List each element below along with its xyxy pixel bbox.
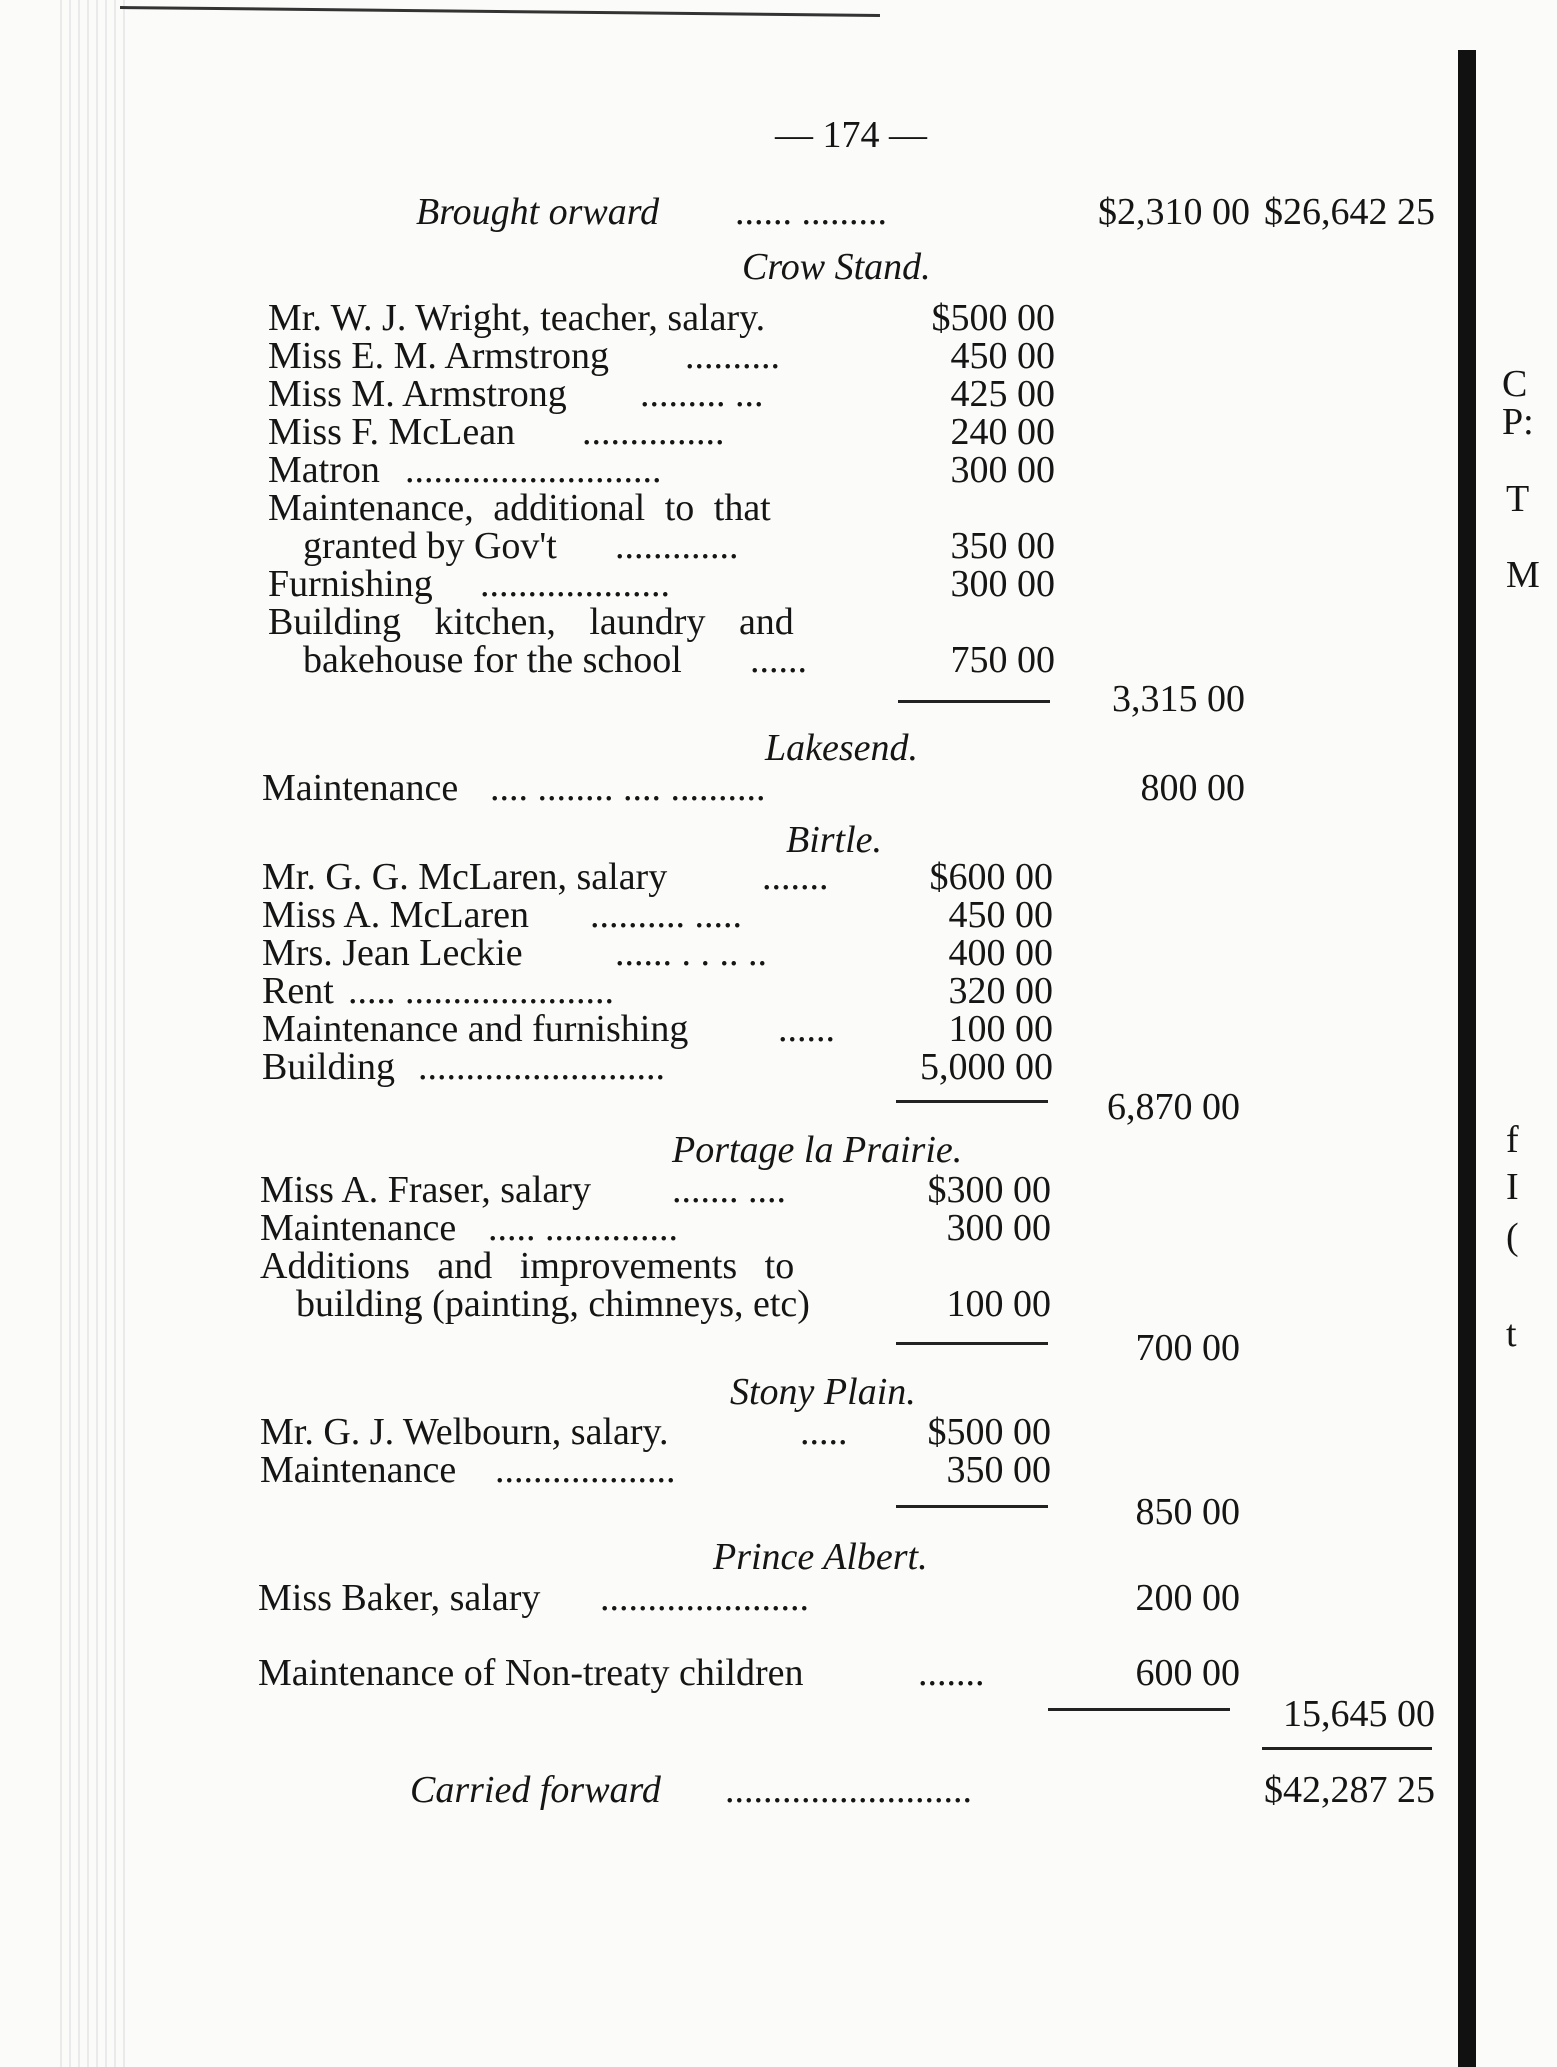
grand-subtotal: 15,645 00 <box>1283 1693 1435 1735</box>
leader-dots: ..... ...................... <box>348 970 614 1012</box>
line-item-amount: 350 00 <box>950 525 1055 567</box>
leader-dots: ....... <box>918 1652 985 1694</box>
leader-dots: .......... ..... <box>590 894 742 936</box>
section-heading-lakesend: Lakesend. <box>765 727 919 769</box>
line-item-label: Miss Baker, salary <box>258 1577 541 1619</box>
line-item-label: Maintenance, additional to that <box>268 487 771 529</box>
line-item-amount: 600 00 <box>1135 1652 1240 1694</box>
final-rule <box>1262 1747 1432 1750</box>
line-item-label: Mr. G. J. Welbourn, salary. <box>260 1411 669 1453</box>
line-item-label-cont: granted by Gov't <box>303 525 557 567</box>
margin-fragment-4: M <box>1506 554 1540 596</box>
section-total: 3,315 00 <box>1112 678 1245 720</box>
line-item-amount: $600 00 <box>929 856 1053 898</box>
leader-dots: ..... .............. <box>488 1207 678 1249</box>
line-item-label: Mr. W. J. Wright, teacher, salary. <box>268 297 766 339</box>
line-item-label-cont: building (painting, chimneys, etc) <box>296 1283 810 1325</box>
line-item-label: Maintenance <box>260 1207 457 1249</box>
grand-subtotal-rule <box>1048 1708 1230 1711</box>
section-total: 6,870 00 <box>1107 1086 1240 1128</box>
leader-dots: ................... <box>495 1449 676 1491</box>
margin-fragment-1: C <box>1502 363 1528 405</box>
line-item-label: Miss F. McLean <box>268 411 516 453</box>
line-item-amount: $500 00 <box>927 1411 1051 1453</box>
next-page-edge <box>1458 50 1476 2067</box>
line-item-amount: 350 00 <box>946 1449 1051 1491</box>
line-item-label: Mrs. Jean Leckie <box>262 932 523 974</box>
line-item-label: Furnishing <box>268 563 433 605</box>
brought-forward-col2: $2,310 00 <box>1098 191 1250 233</box>
line-item-amount: 300 00 <box>946 1207 1051 1249</box>
leader-dots: ....... <box>762 856 829 898</box>
line-item-amount: 450 00 <box>950 335 1055 377</box>
line-item-label: Building <box>262 1046 396 1088</box>
line-item-amount: 425 00 <box>950 373 1055 415</box>
leader-dots: .......................... <box>418 1046 665 1088</box>
line-item-amount: 800 00 <box>1140 767 1245 809</box>
gutter-shadow <box>60 0 130 2067</box>
leader-dots: .......... <box>685 335 780 377</box>
leader-dots: ...... <box>778 1008 835 1050</box>
section-heading-prince-albert: Prince Albert. <box>713 1536 928 1578</box>
leader-dots: ......... ... <box>640 373 764 415</box>
line-item-amount: 200 00 <box>1135 1577 1240 1619</box>
carried-forward-amount: $42,287 25 <box>1264 1769 1435 1811</box>
line-item-label: Mr. G. G. McLaren, salary <box>262 856 668 898</box>
section-heading-birtle: Birtle. <box>786 819 883 861</box>
margin-fragment-7: ( <box>1506 1216 1519 1258</box>
line-item-label: Building kitchen, laundry and <box>268 601 794 643</box>
line-item-label: Miss A. Fraser, salary <box>260 1169 591 1211</box>
line-item-label: Miss M. Armstrong <box>268 373 567 415</box>
leader-dots: ...... ......... <box>735 191 887 233</box>
line-item-label: Matron <box>268 449 380 491</box>
line-item-label: Miss E. M. Armstrong <box>268 335 609 377</box>
line-item-amount: 750 00 <box>950 639 1055 681</box>
line-item-amount: 100 00 <box>948 1008 1053 1050</box>
line-item-label: Maintenance of Non-treaty children <box>258 1652 804 1694</box>
leader-dots: ............. <box>615 525 739 567</box>
line-item-label: Maintenance and furnishing <box>262 1008 689 1050</box>
line-item-label: Maintenance <box>262 767 459 809</box>
line-item-amount: 5,000 00 <box>920 1046 1053 1088</box>
carried-forward-label: Carried forward <box>410 1769 661 1811</box>
line-item-amount: 300 00 <box>950 563 1055 605</box>
line-item-label: Miss A. McLaren <box>262 894 530 936</box>
subtotal-rule <box>896 1505 1048 1508</box>
line-item-amount: 100 00 <box>946 1283 1051 1325</box>
section-heading-portage-la-prairie: Portage la Prairie. <box>672 1129 963 1171</box>
line-item-amount: 450 00 <box>948 894 1053 936</box>
subtotal-rule <box>896 1342 1048 1345</box>
line-item-label-cont: bakehouse for the school <box>303 639 682 681</box>
section-total: 700 00 <box>1135 1327 1240 1369</box>
leader-dots: .......................... <box>725 1769 972 1811</box>
leader-dots: .................... <box>480 563 670 605</box>
margin-fragment-6: I <box>1506 1166 1519 1208</box>
page-number: — 174 — <box>775 114 927 156</box>
brought-forward-label: Brought orward <box>416 191 660 233</box>
section-heading-crow-stand: Crow Stand. <box>742 246 931 288</box>
leader-dots: ........................... <box>405 449 662 491</box>
leader-dots: ...... . . .. .. <box>615 932 767 974</box>
line-item-amount: 300 00 <box>950 449 1055 491</box>
subtotal-rule <box>898 700 1050 703</box>
line-item-amount: 320 00 <box>948 970 1053 1012</box>
margin-fragment-3: T <box>1506 478 1530 520</box>
line-item-label: Rent <box>262 970 334 1012</box>
subtotal-rule <box>896 1100 1048 1103</box>
margin-fragment-5: f <box>1506 1119 1519 1161</box>
line-item-label: Maintenance <box>260 1449 457 1491</box>
leader-dots: ..... <box>800 1411 848 1453</box>
line-item-amount: $300 00 <box>927 1169 1051 1211</box>
line-item-amount: 240 00 <box>950 411 1055 453</box>
margin-fragment-2: P: <box>1502 401 1534 443</box>
line-item-amount: $500 00 <box>931 297 1055 339</box>
leader-dots: ...... <box>750 639 807 681</box>
line-item-amount: 400 00 <box>948 932 1053 974</box>
leader-dots: .... ........ .... .......... <box>490 767 766 809</box>
line-item-label: Additions and improvements to <box>260 1245 795 1287</box>
section-total: 850 00 <box>1135 1491 1240 1533</box>
top-edge-line <box>120 6 880 17</box>
brought-forward-col3: $26,642 25 <box>1264 191 1435 233</box>
leader-dots: ...................... <box>600 1577 809 1619</box>
leader-dots: ....... .... <box>672 1169 786 1211</box>
section-heading-stony-plain: Stony Plain. <box>730 1371 916 1413</box>
margin-fragment-8: t <box>1506 1313 1517 1355</box>
leader-dots: ............... <box>582 411 725 453</box>
